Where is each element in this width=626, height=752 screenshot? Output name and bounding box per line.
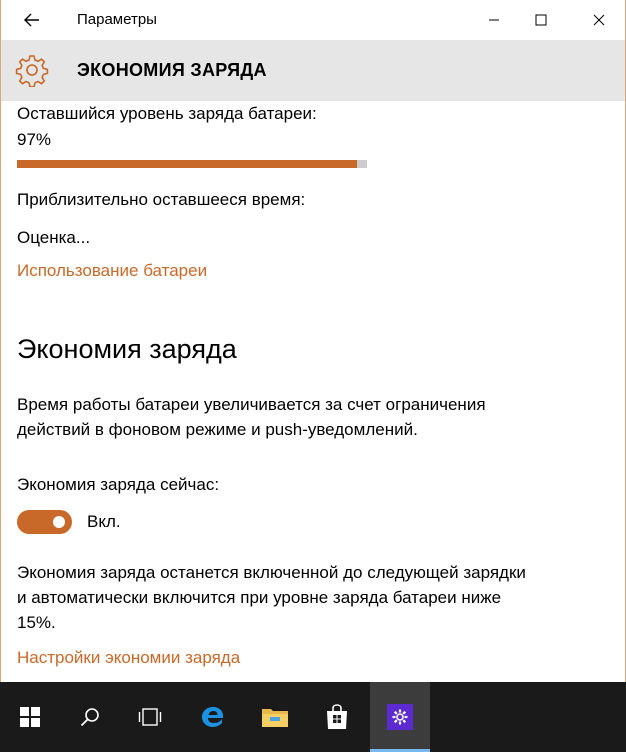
settings-taskbar-button[interactable]: [370, 682, 430, 752]
search-icon: [80, 707, 100, 727]
maximize-button[interactable]: [518, 4, 564, 36]
search-button[interactable]: [60, 682, 120, 752]
saver-description-line1: Время работы батареи увеличивается за счет ограничения: [17, 395, 486, 414]
file-explorer-icon: [261, 705, 289, 729]
gear-icon: [15, 53, 49, 87]
file-explorer-button[interactable]: [245, 682, 305, 752]
remaining-time-label: Приблизительно оставшееся время:: [17, 190, 306, 209]
maximize-icon: [535, 14, 547, 26]
task-view-icon: [138, 707, 162, 727]
saver-note-line3: 15%.: [17, 613, 56, 632]
back-button[interactable]: [15, 8, 49, 32]
saver-note-line1: Экономия заряда останется включенной до следующей зарядки: [17, 563, 526, 582]
start-button[interactable]: [0, 682, 60, 752]
store-button[interactable]: [307, 682, 367, 752]
close-button[interactable]: [576, 4, 622, 36]
taskbar: [0, 682, 626, 752]
saver-settings-link[interactable]: Настройки экономии заряда: [17, 648, 241, 667]
saver-now-label: Экономия заряда сейчас:: [17, 475, 220, 494]
window-title: Параметры: [77, 11, 157, 28]
page-title: ЭКОНОМИЯ ЗАРЯДА: [77, 60, 267, 80]
title-bar: [1, 0, 625, 40]
battery-level-label: Оставшийся уровень заряда батареи:: [17, 104, 317, 123]
battery-progress-fill: [17, 160, 357, 168]
arrow-left-icon: [24, 13, 40, 27]
minimize-icon: [488, 14, 500, 26]
section-heading: Экономия заряда: [17, 334, 237, 364]
remaining-time-value: Оценка...: [17, 228, 91, 247]
task-view-button[interactable]: [120, 682, 180, 752]
saver-description-line2: действий в фоновом режиме и push-уведомлений.: [17, 420, 418, 439]
battery-usage-link[interactable]: Использование батареи: [17, 261, 208, 280]
toggle-state-label: Вкл.: [87, 512, 121, 531]
windows-start-icon: [20, 707, 40, 727]
page-header: [1, 40, 625, 101]
battery-saver-toggle[interactable]: [17, 510, 72, 534]
minimize-button[interactable]: [471, 4, 517, 36]
saver-note-line2: и автоматически включится при уровне заряда батареи ниже: [17, 588, 502, 607]
battery-level-value: 97%: [17, 130, 52, 149]
close-icon: [593, 14, 605, 26]
toggle-knob: [53, 516, 65, 528]
battery-progress-bar: [17, 160, 367, 168]
edge-button[interactable]: [183, 682, 243, 752]
edge-icon: [200, 704, 226, 730]
store-icon: [325, 704, 349, 730]
settings-icon: [387, 704, 413, 730]
